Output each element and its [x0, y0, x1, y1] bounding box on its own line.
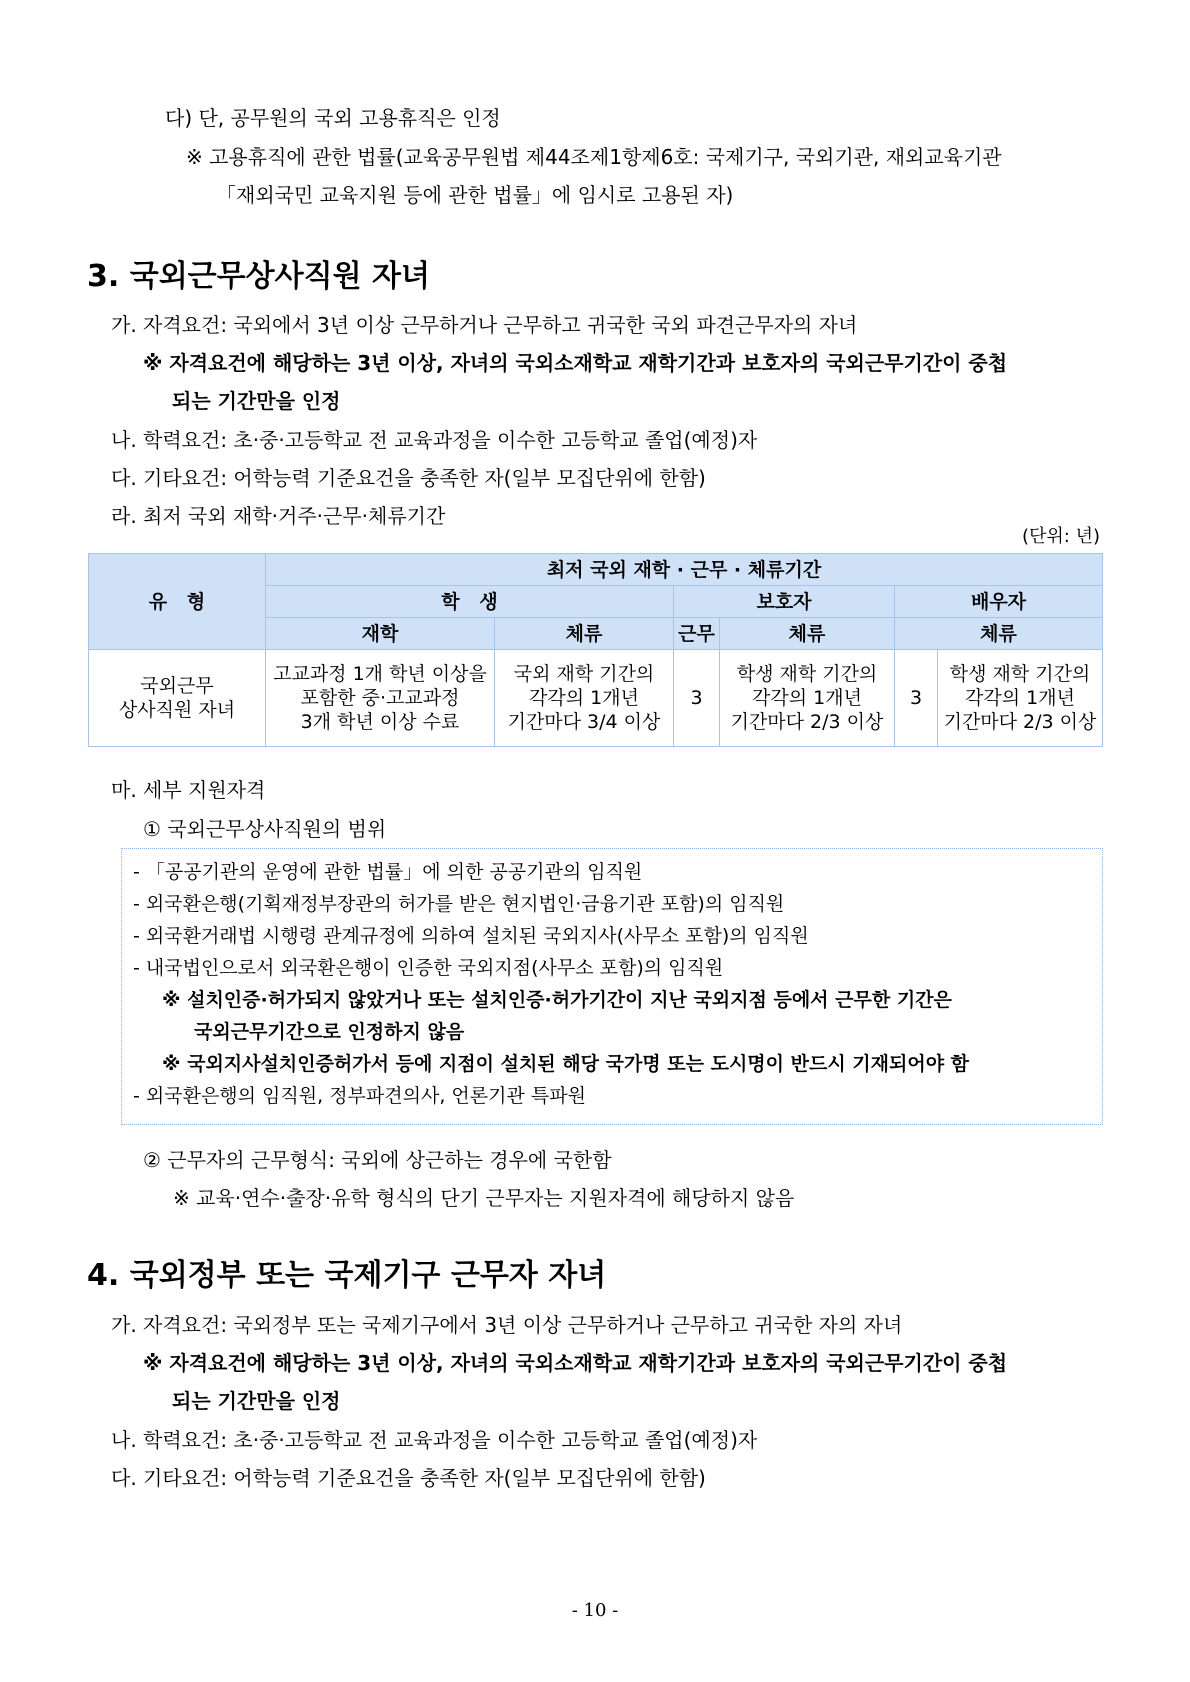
- sec4-other: 다. 기타요건: 어학능력 기준요건을 충족한 자(일부 모집단위에 한함): [111, 1466, 706, 1490]
- scope-item-3: - 외국환거래법 시행령 관계규정에 의하여 설치된 국외지사(사무소 포함)의 임직원: [133, 925, 809, 947]
- cell-guardian-work: 3: [674, 650, 720, 747]
- cell-line: 기간마다 2/3 이상: [943, 711, 1097, 733]
- cell-line: 각각의 1개년: [965, 687, 1075, 709]
- cell-line: 고교과정 1개 학년 이상을: [273, 663, 487, 685]
- sec3-detail-2-note: ※ 교육·연수·출장·유학 형식의 단기 근무자는 지원자격에 해당하지 않음: [173, 1186, 795, 1210]
- cell-student-study: [266, 650, 495, 747]
- note-employment-leave: ※ 고용휴직에 관한 법률(교육공무원법 제44조제1항제6호: 국제기구, 국외기관, 재외교육기관: [186, 145, 1002, 169]
- sec3-qualification-note: ※ 자격요건에 해당하는 3년 이상, 자녀의 국외소재학교 재학기간과 보호자의 국외근무기간이 중첩: [143, 351, 1008, 375]
- scope-item-2: - 외국환은행(기획재정부장관의 허가를 받은 현지법인·금융기관 포함)의 임직원: [133, 893, 785, 915]
- sec4-qualification-note-cont: 되는 기간만을 인정: [172, 1389, 341, 1413]
- item-da-civil-servant: 다) 단, 공무원의 국외 고용휴직은 인정: [165, 106, 501, 130]
- scope-item-1: - 「공공기관의 운영에 관한 법률」에 의한 공공기관의 임직원: [133, 861, 643, 883]
- header-type: 유 형: [89, 554, 266, 650]
- scope-item-4: - 내국법인으로서 외국환은행이 인증한 국외지점(사무소 포함)의 임직원: [133, 957, 724, 979]
- scope-note-2: ※ 국외지사설치인증허가서 등에 지점이 설치된 해당 국가명 또는 도시명이 반드시 기재되어야 함: [162, 1053, 970, 1075]
- scope-note-1: ※ 설치인증·허가되지 않았거나 또는 설치인증·허가기간이 지난 국외지점 등에서 근무한 기간은: [162, 989, 952, 1011]
- header-student-study: 재학: [266, 618, 495, 650]
- header-student: 학 생: [266, 586, 674, 618]
- cell-student-stay: [495, 650, 674, 747]
- cell-type-line1: 국외근무: [140, 675, 214, 697]
- cell-line: 포함한 중·고교과정: [300, 687, 460, 709]
- sec4-qualification: 가. 자격요건: 국외정부 또는 국제기구에서 3년 이상 근무하거나 근무하고 귀국한 자의 자녀: [111, 1313, 903, 1337]
- cell-line: 각각의 1개년: [752, 687, 862, 709]
- sec3-qualification-note-cont: 되는 기간만을 인정: [172, 389, 341, 413]
- sec3-other: 다. 기타요건: 어학능력 기준요건을 충족한 자(일부 모집단위에 한함): [111, 466, 706, 490]
- cell-line: 각각의 1개년: [529, 687, 639, 709]
- sec4-qualification-note: ※ 자격요건에 해당하는 3년 이상, 자녀의 국외소재학교 재학기간과 보호자의 국외근무기간이 중첩: [143, 1351, 1008, 1375]
- cell-guardian-stay: [720, 650, 895, 747]
- scope-note-1-cont: 국외근무기간으로 인정하지 않음: [194, 1021, 465, 1043]
- cell-line: 3개 학년 이상 수료: [300, 711, 460, 733]
- cell-spouse-work: 3: [895, 650, 938, 747]
- cell-line: 학생 재학 기간의: [949, 663, 1091, 685]
- cell-spouse-stay: [938, 650, 1103, 747]
- cell-line: 국외 재학 기간의: [513, 663, 655, 685]
- cell-line: 기간마다 3/4 이상: [507, 711, 661, 733]
- sec3-education: 나. 학력요건: 초·중·고등학교 전 교육과정을 이수한 고등학교 졸업(예정)자: [111, 428, 758, 452]
- sec3-min-period: 라. 최저 국외 재학·거주·근무·체류기간: [111, 504, 446, 528]
- sec4-education: 나. 학력요건: 초·중·고등학교 전 교육과정을 이수한 고등학교 졸업(예정)자: [111, 1428, 758, 1452]
- header-group: 최저 국외 재학 · 근무 · 체류기간: [266, 554, 1103, 586]
- sec3-detail-2: ② 근무자의 근무형식: 국외에 상근하는 경우에 국한함: [143, 1148, 612, 1172]
- header-guardian-stay: 체류: [720, 618, 895, 650]
- header-guardian-work: 근무: [674, 618, 720, 650]
- note-employment-leave-cont: 「재외국민 교육지원 등에 관한 법률」에 임시로 고용된 자): [216, 183, 734, 207]
- scope-item-5: - 외국환은행의 임직원, 정부파견의사, 언론기관 특파원: [133, 1085, 586, 1107]
- header-student-stay: 체류: [495, 618, 674, 650]
- cell-type: [89, 650, 266, 747]
- header-guardian: 보호자: [674, 586, 895, 618]
- sec3-qualification: 가. 자격요건: 국외에서 3년 이상 근무하거나 근무하고 귀국한 국외 파견근무자의 자녀: [111, 313, 858, 337]
- unit-label: (단위: 년): [1022, 526, 1100, 547]
- section-4-title: 4. 국외정부 또는 국제기구 근무자 자녀: [87, 1258, 607, 1293]
- section-3-title: 3. 국외근무상사직원 자녀: [87, 259, 430, 294]
- cell-line: 기간마다 2/3 이상: [730, 711, 884, 733]
- header-spouse: 배우자: [895, 586, 1103, 618]
- sec3-detail-title: 마. 세부 지원자격: [111, 778, 266, 802]
- page-number: - 10 -: [571, 1600, 619, 1621]
- min-period-table: [88, 553, 1103, 747]
- header-spouse-stay: 체류: [895, 618, 1103, 650]
- cell-line: 학생 재학 기간의: [736, 663, 878, 685]
- sec3-detail-1: ① 국외근무상사직원의 범위: [143, 817, 387, 841]
- cell-type-line2: 상사직원 자녀: [118, 699, 236, 721]
